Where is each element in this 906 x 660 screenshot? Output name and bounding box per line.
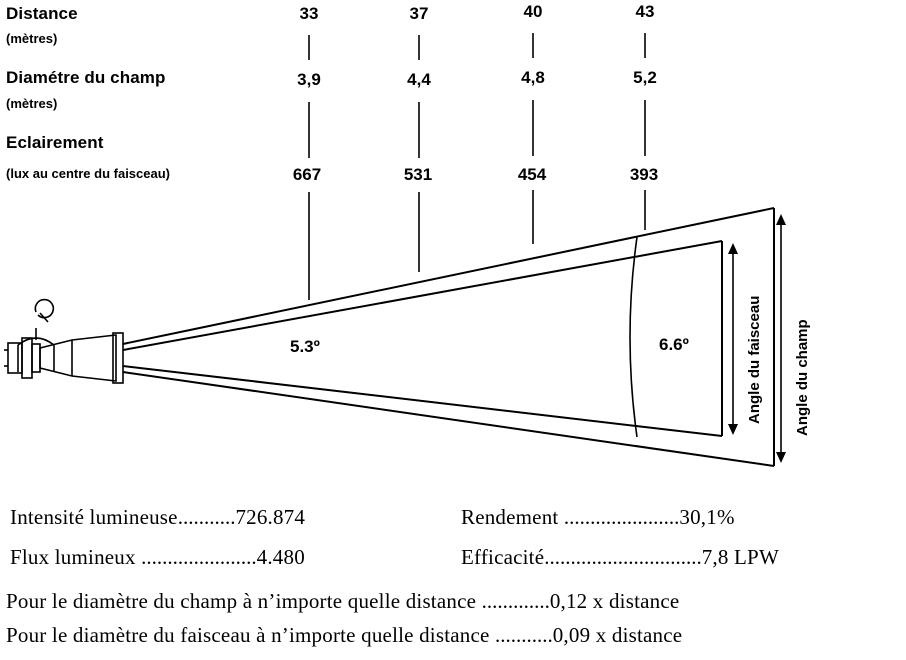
spec-line-luminous-flux (10, 545, 305, 570)
spec-line-efficacy (461, 545, 779, 570)
spec-label-efficacy: Efficacité (461, 545, 545, 569)
column-2-distance: 37 (409, 4, 429, 23)
spec-dots-efficacy: .............................. (544, 545, 702, 569)
spec-label-efficiency: Rendement (461, 505, 564, 529)
spec-value-efficiency: 30,1% (679, 505, 735, 529)
footnote-value-field-diameter: 0,12 x distance (549, 589, 680, 613)
row-sublabel-illuminance-units: (lux au centre du faisceau) (6, 166, 170, 181)
field-angle-label: 6.6º (659, 335, 689, 354)
column-1-field-diameter: 3,9 (297, 70, 321, 89)
footnote-dots-beam-diameter: ........... (494, 623, 553, 647)
spec-dots-luminous-flux: ...................... (141, 545, 257, 569)
column-3-illuminance: 454 (517, 165, 547, 184)
spec-value-efficacy: 7,8 LPW (701, 545, 779, 569)
row-label-illuminance: Eclairement (6, 133, 104, 152)
spec-dots-luminous-intensity: ........... (177, 505, 236, 529)
column-3-distance: 40 (523, 2, 543, 21)
footnote-field-diameter (6, 589, 679, 614)
footnote-label-beam-diameter: Pour le diamètre du faisceau à n’importe quelle distance (6, 623, 495, 647)
spec-value-luminous-intensity: 726.874 (235, 505, 306, 529)
spec-label-luminous-flux: Flux lumineux (10, 545, 142, 569)
spec-line-luminous-intensity (10, 505, 305, 530)
row-label-field-diameter: Diamétre du champ (6, 68, 166, 87)
row-sublabel-field-diameter-units: (mètres) (6, 96, 58, 111)
column-4-illuminance: 393 (629, 165, 659, 184)
footnote-dots-field-diameter: ............. (481, 589, 550, 613)
footnote-beam-diameter (6, 623, 682, 648)
vertical-label-beam-angle: Angle du faisceau (746, 295, 763, 424)
column-4-field-diameter: 5,2 (633, 68, 657, 87)
column-2-illuminance: 531 (403, 165, 433, 184)
spec-value-luminous-flux: 4.480 (256, 545, 305, 569)
footnote-label-field-diameter: Pour le diamètre du champ à n’importe quelle distance (6, 589, 482, 613)
beam-angle-label: 5.3º (290, 337, 320, 356)
row-sublabel-distance-units: (mètres) (6, 31, 58, 46)
spec-line-efficiency (461, 505, 735, 530)
column-1-illuminance: 667 (292, 165, 322, 184)
row-label-distance: Distance (6, 4, 78, 23)
column-4-distance: 43 (635, 2, 655, 21)
vertical-label-field-angle: Angle du champ (794, 319, 811, 436)
column-3-field-diameter: 4,8 (521, 68, 545, 87)
footnote-value-beam-diameter: 0,09 x distance (552, 623, 683, 647)
column-1-distance: 33 (299, 4, 319, 23)
spec-label-luminous-intensity: Intensité lumineuse (10, 505, 178, 529)
column-2-field-diameter: 4,4 (407, 70, 431, 89)
spec-dots-efficiency: ...................... (563, 505, 680, 529)
